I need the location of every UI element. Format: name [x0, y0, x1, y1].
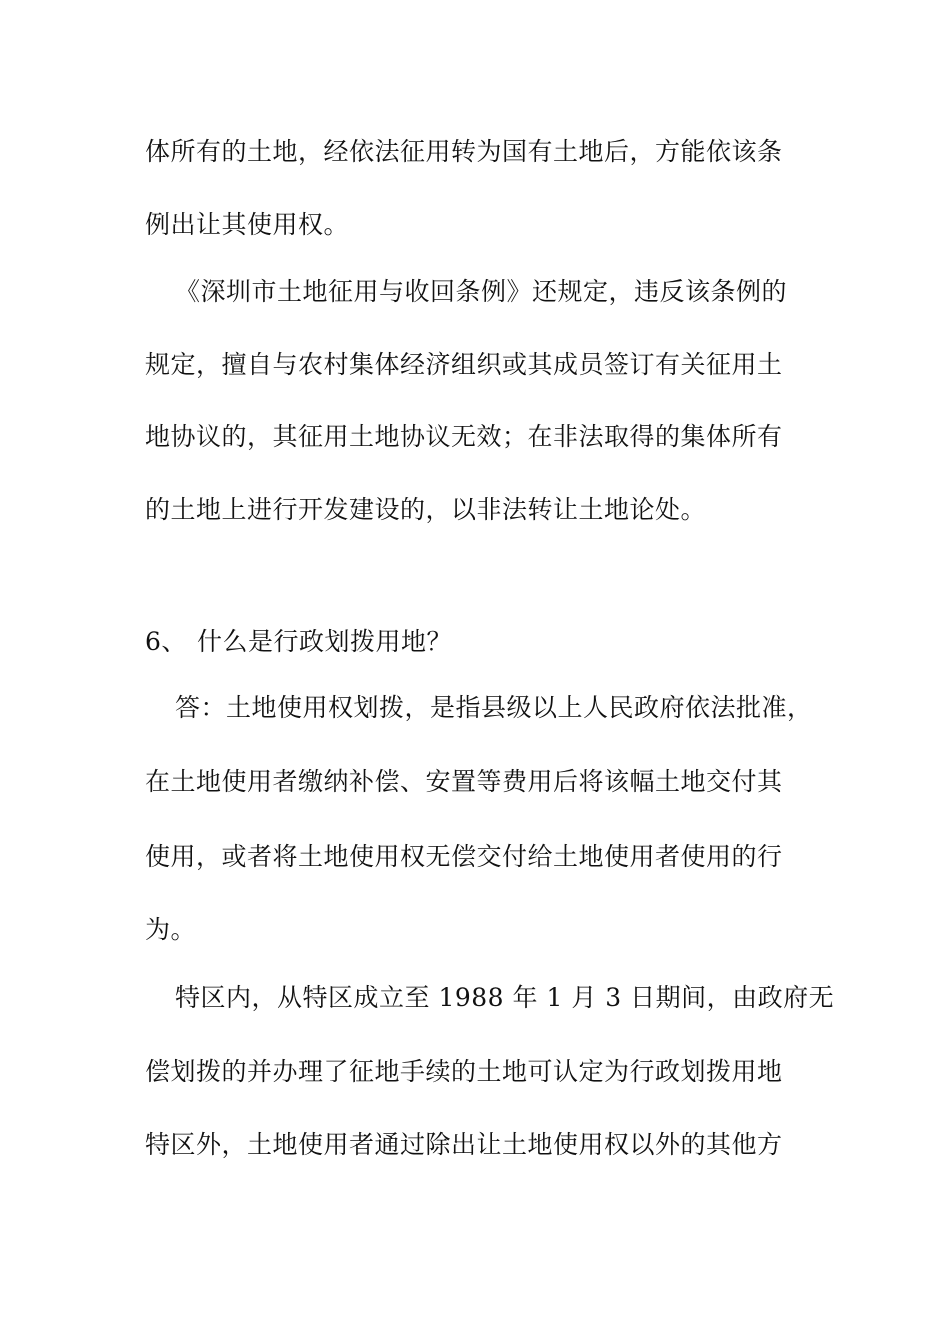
paragraph-2-line-2: 规定，擅自与农村集体经济组织或其成员签订有关征用土 — [145, 350, 783, 379]
paragraph-3-line-1: 特区内，从特区成立至 1988 年 1 月 3 日期间，由政府无 — [175, 983, 835, 1012]
paragraph-1-line-1: 体所有的土地，经依法征用转为国有土地后，方能依该条 — [145, 137, 783, 166]
question-heading: 什么是行政划拨用地？ — [197, 627, 453, 656]
answer-line-4: 为。 — [145, 915, 197, 944]
answer-line-2: 在土地使用者缴纳补偿、安置等费用后将该幅土地交付其 — [145, 767, 783, 796]
question-number: 6、 — [145, 627, 187, 656]
answer-line-3: 使用，或者将土地使用权无偿交付给土地使用者使用的行 — [145, 842, 783, 871]
paragraph-1-line-2: 例出让其使用权。 — [145, 210, 350, 239]
paragraph-3-line-2: 偿划拨的并办理了征地手续的土地可认定为行政划拨用地 — [145, 1057, 783, 1086]
paragraph-2-line-4: 的土地上进行开发建设的，以非法转让土地论处。 — [145, 495, 707, 524]
paragraph-2-line-1: 《深圳市土地征用与收回条例》还规定，违反该条例的 — [175, 277, 788, 306]
answer-line-1: 答：土地使用权划拨，是指县级以上人民政府依法批准， — [175, 693, 813, 722]
paragraph-3-line-3: 特区外，土地使用者通过除出让土地使用权以外的其他方 — [145, 1130, 783, 1159]
paragraph-2-line-3: 地协议的，其征用土地协议无效；在非法取得的集体所有 — [145, 422, 783, 451]
